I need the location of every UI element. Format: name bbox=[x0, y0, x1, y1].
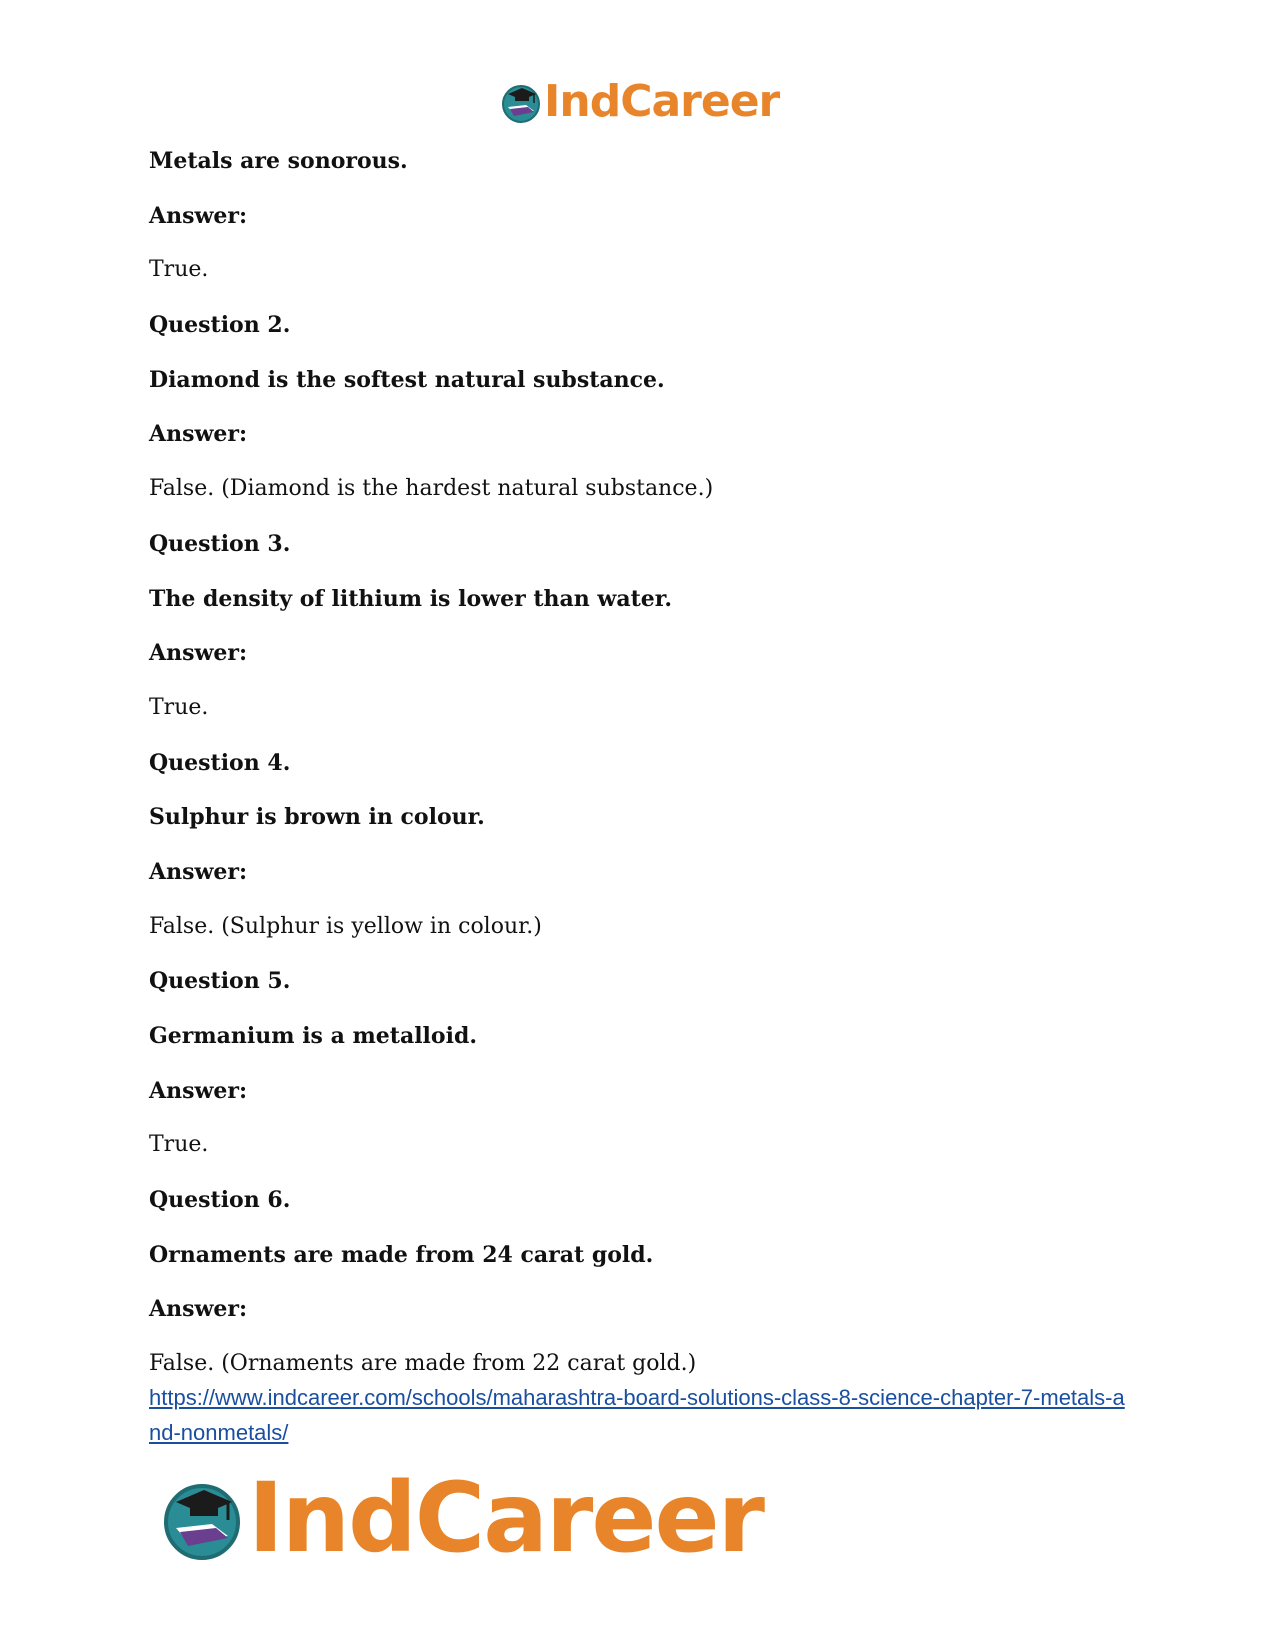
question-number: Question 2. bbox=[149, 312, 291, 339]
answer-label: Answer: bbox=[149, 421, 248, 448]
question-statement: Metals are sonorous. bbox=[149, 148, 408, 174]
graduation-cap-book-globe-icon bbox=[500, 81, 542, 123]
answer-label: Answer: bbox=[149, 640, 248, 667]
header-logo bbox=[500, 76, 780, 127]
answer-label: Answer: bbox=[149, 1077, 248, 1104]
footer-logo bbox=[160, 1462, 763, 1574]
question-number: Question 3. bbox=[149, 530, 291, 557]
graduation-cap-book-globe-icon bbox=[160, 1476, 244, 1560]
question-statement: The density of lithium is lower than water. bbox=[149, 585, 672, 612]
question-statement: Sulphur is brown in colour. bbox=[149, 804, 485, 831]
answer-text: False. (Ornaments are made from 22 carat gold.) bbox=[149, 1351, 697, 1377]
question-statement: Diamond is the softest natural substance. bbox=[149, 366, 665, 393]
logo-text: IndCareer bbox=[544, 76, 780, 127]
answer-label: Answer: bbox=[149, 1296, 248, 1323]
source-link[interactable]: https://www.indcareer.com/schools/maharashtra-board-solutions-class-8-science-chapter-7-metals-and-nonmetals/ bbox=[149, 1385, 1125, 1445]
answer-label: Answer: bbox=[149, 858, 248, 885]
answer-text: True. bbox=[149, 257, 209, 283]
question-statement: Germanium is a metalloid. bbox=[149, 1023, 477, 1049]
answer-text: True. bbox=[149, 1132, 209, 1158]
question-number: Question 6. bbox=[149, 1187, 291, 1214]
answer-label: Answer: bbox=[149, 202, 248, 229]
question-number: Question 5. bbox=[149, 968, 291, 995]
question-number: Question 4. bbox=[149, 749, 291, 776]
answer-text: False. (Diamond is the hardest natural substance.) bbox=[149, 476, 714, 502]
logo-text: IndCareer bbox=[248, 1462, 763, 1574]
answer-text: True. bbox=[149, 694, 209, 720]
answer-text: False. (Sulphur is yellow in colour.) bbox=[149, 913, 542, 939]
qa-content bbox=[149, 142, 1129, 1400]
question-statement: Ornaments are made from 24 carat gold. bbox=[149, 1241, 654, 1268]
